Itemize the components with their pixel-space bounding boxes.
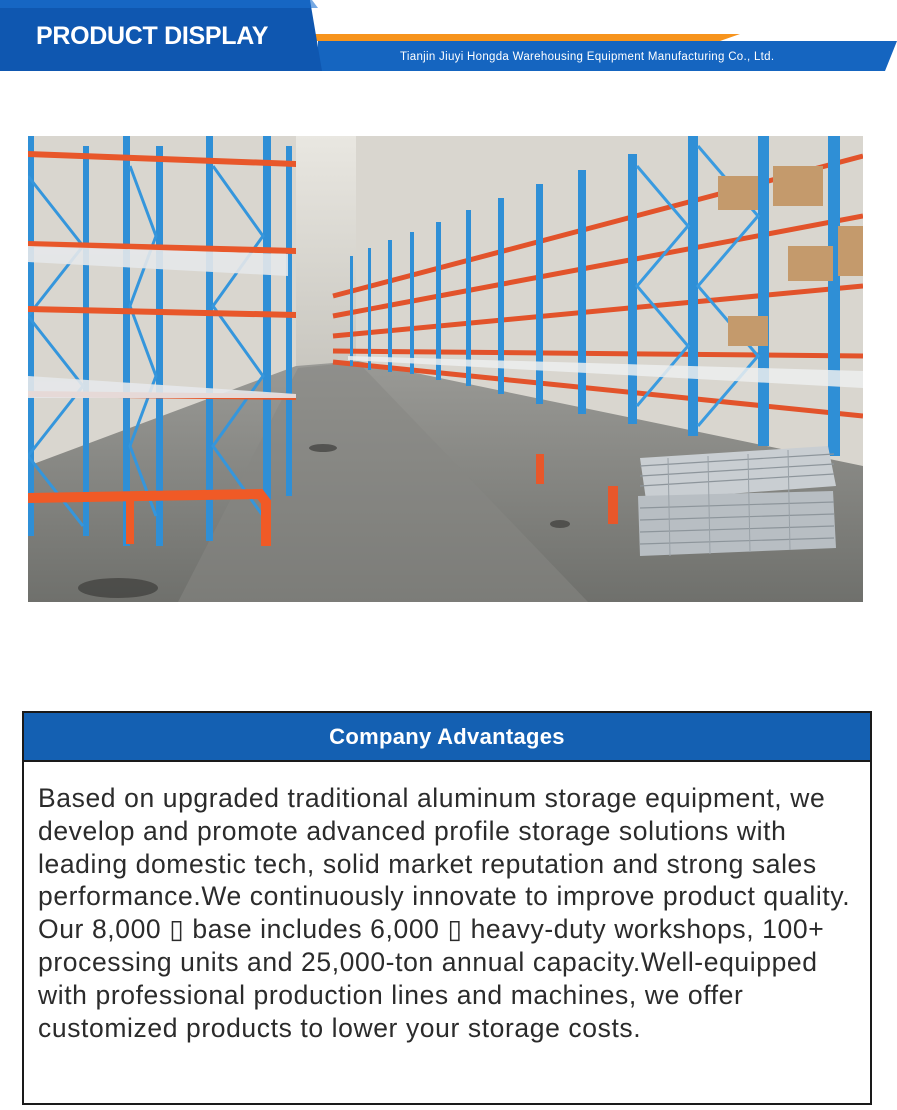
product-photo [28,136,863,602]
warehouse-racking-image [28,136,863,602]
banner-title: PRODUCT DISPLAY [36,22,269,50]
header-banner [0,0,897,72]
company-advantages-text: Based on upgraded traditional aluminum storage equipment, we develop and promote advanced profile storage solutions with leading domestic tech, solid market reputation and strong sales performance.We continuously innovate to improve product quality. Our 8,000 ▯ base includes 6,000 ▯ heavy-duty workshops, 100+ processing units and 25,000-ton annual capacity.Well-equipped with professional production lines and machines, we offer customized products to lower your storage costs. [38,783,851,1043]
company-advantages-title: Company Advantages [24,713,870,762]
company-advantages-panel [22,711,872,1105]
company-name: Tianjin Jiuyi Hongda Warehousing Equipment Manufacturing Co., Ltd. [400,51,775,63]
